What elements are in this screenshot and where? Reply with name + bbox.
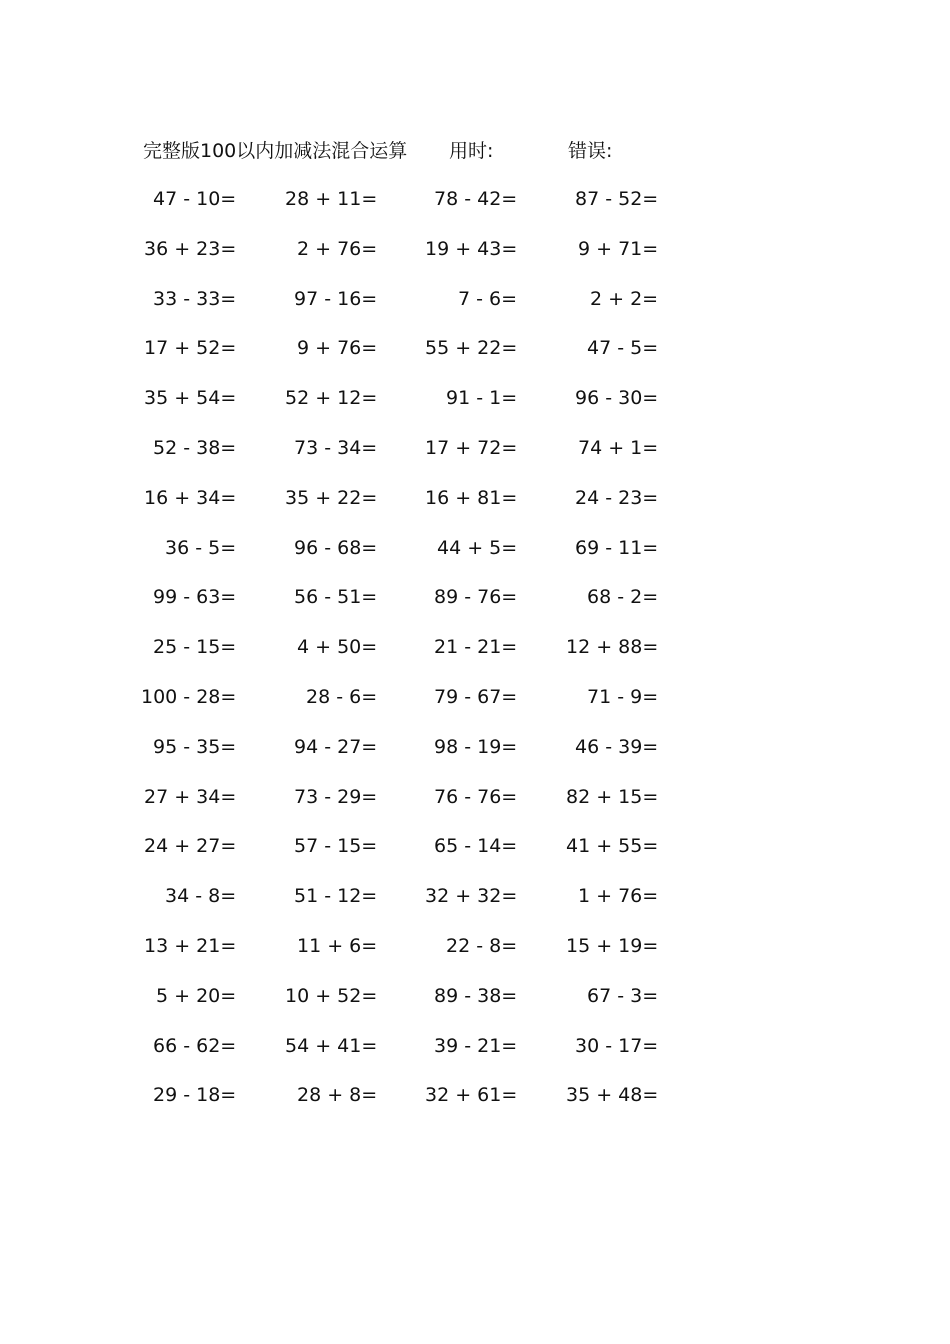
problem-5-4: 96 - 30=	[575, 387, 659, 409]
problem-1-4: 87 - 52=	[575, 188, 659, 210]
problem-11-4: 71 - 9=	[587, 686, 659, 708]
problem-3-3: 7 - 6=	[458, 288, 518, 310]
worksheet-title: 完整版100以内加减法混合运算	[143, 140, 408, 162]
problem-1-3: 78 - 42=	[434, 188, 518, 210]
problem-8-4: 69 - 11=	[575, 537, 659, 559]
problem-19-4: 35 + 48=	[566, 1084, 659, 1106]
problem-19-1: 29 - 18=	[153, 1084, 237, 1106]
problem-10-2: 4 + 50=	[297, 636, 378, 658]
errors-label: 错误:	[568, 140, 613, 162]
problem-17-1: 5 + 20=	[156, 985, 237, 1007]
problem-9-4: 68 - 2=	[587, 586, 659, 608]
problem-6-1: 52 - 38=	[153, 437, 237, 459]
problem-16-2: 11 + 6=	[297, 935, 378, 957]
problem-8-3: 44 + 5=	[437, 537, 518, 559]
problem-10-1: 25 - 15=	[153, 636, 237, 658]
problem-8-1: 36 - 5=	[165, 537, 237, 559]
problem-14-1: 24 + 27=	[144, 835, 237, 857]
problem-4-2: 9 + 76=	[297, 337, 378, 359]
problem-18-2: 54 + 41=	[285, 1035, 378, 1057]
problem-19-3: 32 + 61=	[425, 1084, 518, 1106]
problem-17-2: 10 + 52=	[285, 985, 378, 1007]
problem-4-4: 47 - 5=	[587, 337, 659, 359]
problem-8-2: 96 - 68=	[294, 537, 378, 559]
problem-4-3: 55 + 22=	[425, 337, 518, 359]
problem-17-4: 67 - 3=	[587, 985, 659, 1007]
problem-15-2: 51 - 12=	[294, 885, 378, 907]
problem-7-1: 16 + 34=	[144, 487, 237, 509]
problem-17-3: 89 - 38=	[434, 985, 518, 1007]
problem-12-2: 94 - 27=	[294, 736, 378, 758]
problem-1-2: 28 + 11=	[285, 188, 378, 210]
problem-2-4: 9 + 71=	[578, 238, 659, 260]
problem-12-1: 95 - 35=	[153, 736, 237, 758]
problem-7-4: 24 - 23=	[575, 487, 659, 509]
problem-6-2: 73 - 34=	[294, 437, 378, 459]
problem-10-3: 21 - 21=	[434, 636, 518, 658]
problem-11-1: 100 - 28=	[141, 686, 237, 708]
problem-2-3: 19 + 43=	[425, 238, 518, 260]
problem-13-3: 76 - 76=	[434, 786, 518, 808]
problem-2-2: 2 + 76=	[297, 238, 378, 260]
problem-7-2: 35 + 22=	[285, 487, 378, 509]
problem-7-3: 16 + 81=	[425, 487, 518, 509]
problem-9-1: 99 - 63=	[153, 586, 237, 608]
problem-16-4: 15 + 19=	[566, 935, 659, 957]
problem-3-1: 33 - 33=	[153, 288, 237, 310]
problem-3-4: 2 + 2=	[590, 288, 659, 310]
problem-12-4: 46 - 39=	[575, 736, 659, 758]
problem-2-1: 36 + 23=	[144, 238, 237, 260]
problem-4-1: 17 + 52=	[144, 337, 237, 359]
problem-11-3: 79 - 67=	[434, 686, 518, 708]
problem-1-1: 47 - 10=	[153, 188, 237, 210]
problem-10-4: 12 + 88=	[566, 636, 659, 658]
problem-12-3: 98 - 19=	[434, 736, 518, 758]
problem-9-3: 89 - 76=	[434, 586, 518, 608]
problem-18-1: 66 - 62=	[153, 1035, 237, 1057]
problem-18-4: 30 - 17=	[575, 1035, 659, 1057]
problem-11-2: 28 - 6=	[306, 686, 378, 708]
problem-6-4: 74 + 1=	[578, 437, 659, 459]
problem-5-3: 91 - 1=	[446, 387, 518, 409]
problem-15-3: 32 + 32=	[425, 885, 518, 907]
problem-13-1: 27 + 34=	[144, 786, 237, 808]
problem-14-2: 57 - 15=	[294, 835, 378, 857]
problem-13-4: 82 + 15=	[566, 786, 659, 808]
problem-9-2: 56 - 51=	[294, 586, 378, 608]
problem-14-3: 65 - 14=	[434, 835, 518, 857]
problem-16-1: 13 + 21=	[144, 935, 237, 957]
problem-3-2: 97 - 16=	[294, 288, 378, 310]
problem-5-2: 52 + 12=	[285, 387, 378, 409]
problem-19-2: 28 + 8=	[297, 1084, 378, 1106]
problem-15-1: 34 - 8=	[165, 885, 237, 907]
problem-18-3: 39 - 21=	[434, 1035, 518, 1057]
problem-14-4: 41 + 55=	[566, 835, 659, 857]
problem-15-4: 1 + 76=	[578, 885, 659, 907]
problem-5-1: 35 + 54=	[144, 387, 237, 409]
time-label: 用时:	[449, 140, 494, 162]
problem-6-3: 17 + 72=	[425, 437, 518, 459]
problem-16-3: 22 - 8=	[446, 935, 518, 957]
problem-13-2: 73 - 29=	[294, 786, 378, 808]
